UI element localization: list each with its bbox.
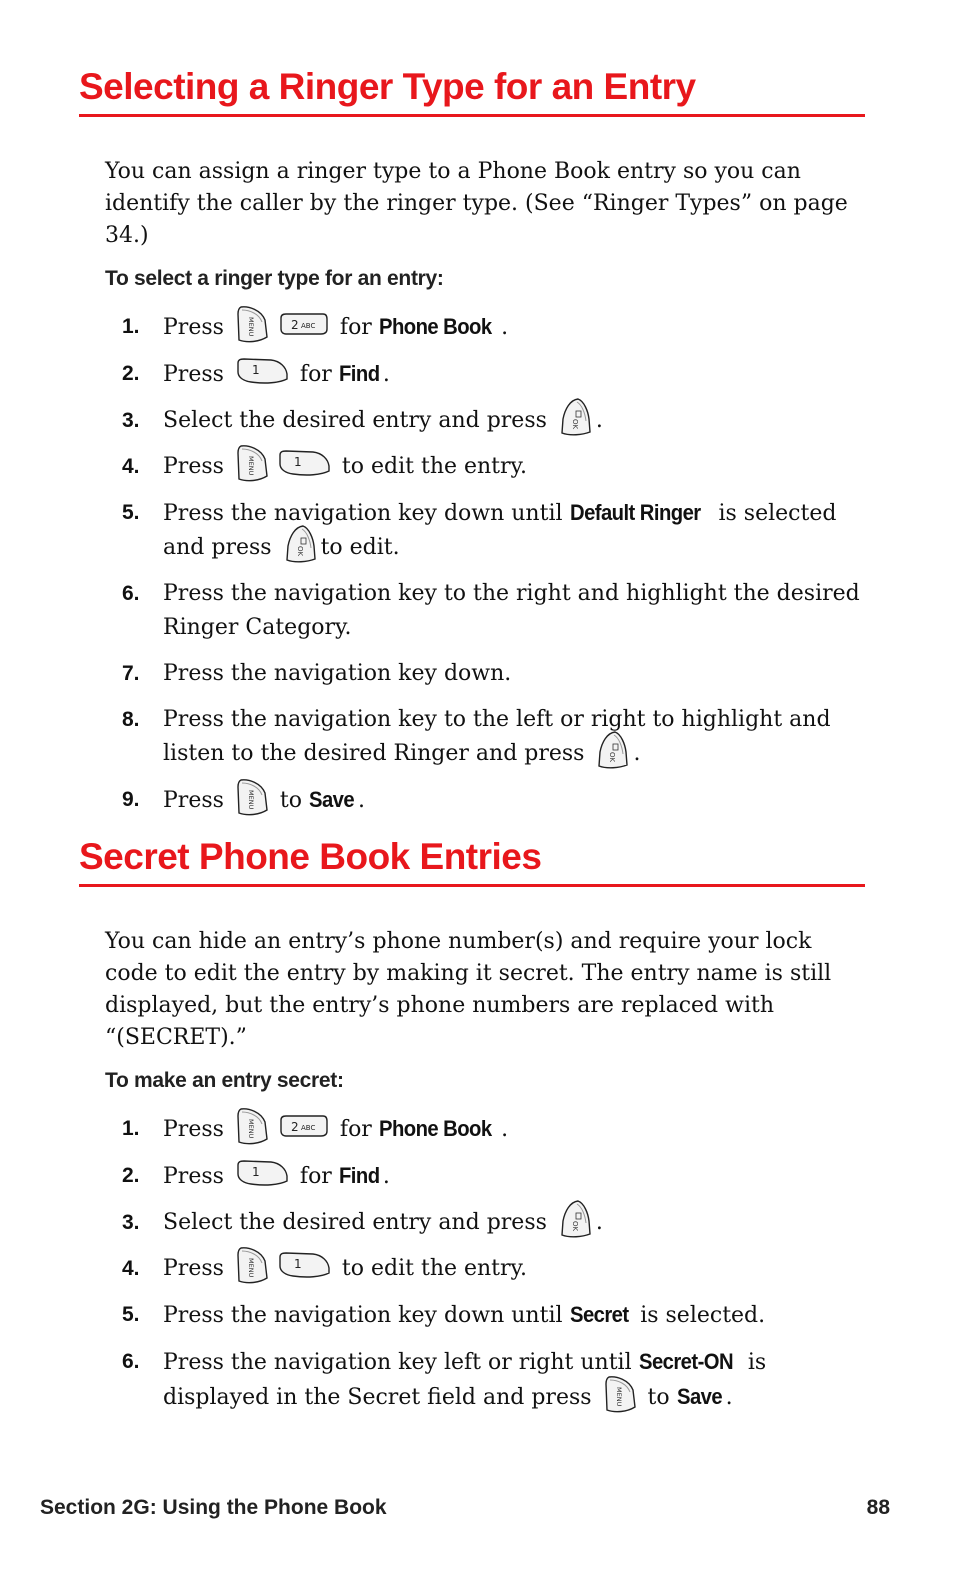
step-item — [0, 404, 954, 438]
step-item — [0, 703, 954, 771]
menu-key-icon — [235, 1106, 269, 1146]
svg-text:MENU: MENU — [246, 456, 255, 476]
svg-text:MENU: MENU — [246, 790, 255, 810]
step-item — [0, 657, 954, 691]
svg-text:OK: OK — [295, 546, 304, 557]
svg-text:MENU: MENU — [246, 317, 255, 337]
page-number: 88 — [866, 1496, 890, 1519]
step-number: 4. — [122, 455, 140, 478]
step-number: 3. — [122, 1211, 140, 1234]
step-text: . — [501, 315, 509, 340]
step-text: for — [339, 1117, 372, 1142]
step-number: 6. — [122, 582, 140, 605]
step-text: Press — [163, 1164, 224, 1189]
step-item — [0, 310, 954, 345]
step-keyword: Find — [338, 361, 380, 386]
svg-text:OK: OK — [570, 1221, 579, 1232]
section-heading-secret-entries: Secret Phone Book Entries — [79, 836, 865, 887]
step-text: Press the navigation key to the left or right to highlight and listen to the desired Ringer and press — [163, 707, 831, 766]
step-text: to edit. — [320, 535, 400, 560]
step-number: 6. — [122, 1350, 140, 1373]
step-text: Press — [163, 454, 224, 479]
one-key-icon — [277, 449, 331, 477]
step-text: Press the navigation key down. — [163, 661, 512, 686]
step-keyword: Phone Book — [378, 314, 492, 339]
one-key-icon — [235, 1159, 289, 1187]
step-text: . — [382, 362, 390, 387]
step-keyword: Phone Book — [378, 1116, 492, 1141]
svg-text:ABC: ABC — [300, 322, 316, 330]
section-intro-ringer-type: You can assign a ringer type to a Phone Book entry so you can identify the caller by the ringer type. (See “Ringer Types” on page 34.) — [105, 159, 848, 248]
svg-text:MENU: MENU — [614, 1387, 623, 1407]
step-number: 1. — [122, 1117, 140, 1140]
step-item — [0, 1298, 954, 1333]
step-text: is selected and press — [163, 501, 837, 560]
step-item — [0, 1345, 954, 1415]
two-abc-key-icon — [277, 312, 329, 336]
svg-text:2: 2 — [290, 1120, 299, 1134]
step-text: to edit the entry. — [341, 454, 528, 479]
one-key-icon — [277, 1251, 331, 1279]
svg-text:2: 2 — [290, 318, 299, 332]
step-item — [0, 1112, 954, 1147]
step-text: Press the navigation key down until — [163, 501, 563, 526]
step-number: 7. — [122, 662, 140, 685]
svg-text:1: 1 — [251, 363, 260, 377]
step-keyword: Save — [309, 787, 355, 812]
step-text: Press — [163, 1256, 224, 1281]
step-number: 4. — [122, 1257, 140, 1280]
step-number: 5. — [122, 1303, 140, 1326]
step-text: Press — [163, 788, 224, 813]
svg-text:MENU: MENU — [246, 1258, 255, 1278]
ok-key-icon — [558, 1199, 592, 1239]
two-abc-key-icon — [277, 1114, 329, 1138]
step-number: 1. — [122, 315, 140, 338]
step-text: Press — [163, 362, 224, 387]
step-keyword: Secret — [569, 1302, 629, 1327]
step-item — [0, 1206, 954, 1240]
menu-key-icon — [235, 777, 269, 817]
step-text: is selected. — [640, 1303, 766, 1328]
ok-key-icon — [283, 524, 317, 564]
step-keyword: Find — [338, 1163, 380, 1188]
footer-section-title: Section 2G: Using the Phone Book — [40, 1496, 387, 1519]
step-item — [0, 1252, 954, 1286]
svg-text:MENU: MENU — [246, 1119, 255, 1139]
step-text: . — [501, 1117, 509, 1142]
step-item — [0, 450, 954, 484]
menu-key-icon — [603, 1374, 637, 1414]
step-text: Press — [163, 1117, 224, 1142]
svg-text:1: 1 — [293, 455, 302, 469]
step-text: Press the navigation key to the right and highlight the desired Ringer Category. — [163, 581, 860, 640]
menu-key-icon — [235, 443, 269, 483]
step-text: . — [595, 1210, 603, 1235]
svg-text:OK: OK — [570, 419, 579, 430]
step-text: . — [725, 1385, 733, 1410]
section-heading-ringer-type: Selecting a Ringer Type for an Entry — [79, 66, 865, 117]
svg-text:1: 1 — [251, 1165, 260, 1179]
step-text: . — [633, 741, 641, 766]
step-text: to — [647, 1385, 670, 1410]
step-text: Select the desired entry and press — [163, 1210, 547, 1235]
step-keyword: Save — [676, 1384, 722, 1409]
menu-key-icon — [235, 304, 269, 344]
step-text: . — [358, 788, 365, 813]
step-text: for — [299, 1164, 332, 1189]
one-key-icon — [235, 357, 289, 385]
step-keyword: Secret-ON — [638, 1349, 733, 1374]
step-text: Press the navigation key down until — [163, 1303, 563, 1328]
step-text: . — [382, 1164, 390, 1189]
procedure-subheading-ringer-type: To select a ringer type for an entry: — [105, 267, 444, 290]
step-number: 3. — [122, 409, 140, 432]
step-text: . — [595, 408, 603, 433]
step-text: to edit the entry. — [341, 1256, 528, 1281]
step-item — [0, 577, 954, 645]
step-number: 9. — [122, 788, 140, 811]
step-text: Press the navigation key left or right until — [163, 1350, 632, 1375]
step-number: 8. — [122, 708, 140, 731]
step-item — [0, 1159, 954, 1194]
svg-text:1: 1 — [293, 1257, 302, 1271]
page-footer — [40, 1496, 890, 1520]
step-text: to — [279, 788, 303, 813]
procedure-subheading-secret-entries: To make an entry secret: — [105, 1069, 344, 1092]
step-number: 2. — [122, 1164, 140, 1187]
steps-list-secret-entries — [0, 1112, 954, 1427]
step-text: Select the desired entry and press — [163, 408, 547, 433]
steps-list-ringer-type — [0, 310, 954, 830]
svg-text:ABC: ABC — [300, 1124, 316, 1132]
ok-key-icon — [558, 397, 592, 437]
step-item — [0, 496, 954, 565]
step-text: Press — [163, 315, 224, 340]
step-item — [0, 357, 954, 392]
ok-key-icon — [595, 730, 629, 770]
step-text: is displayed in the Secret field and press — [163, 1350, 767, 1410]
step-text: for — [339, 315, 372, 340]
svg-text:OK: OK — [608, 752, 617, 763]
step-text: for — [299, 362, 332, 387]
step-item — [0, 783, 954, 818]
step-keyword: Default Ringer — [569, 500, 701, 525]
step-number: 2. — [122, 362, 140, 385]
menu-key-icon — [235, 1245, 269, 1285]
step-number: 5. — [122, 501, 140, 524]
section-intro-secret-entries: You can hide an entry’s phone number(s) and require your lock code to edit the entry by making it secret. The entry name is still displayed, but the entry’s phone numbers are replaced with “(SECRET).” — [105, 929, 832, 1050]
